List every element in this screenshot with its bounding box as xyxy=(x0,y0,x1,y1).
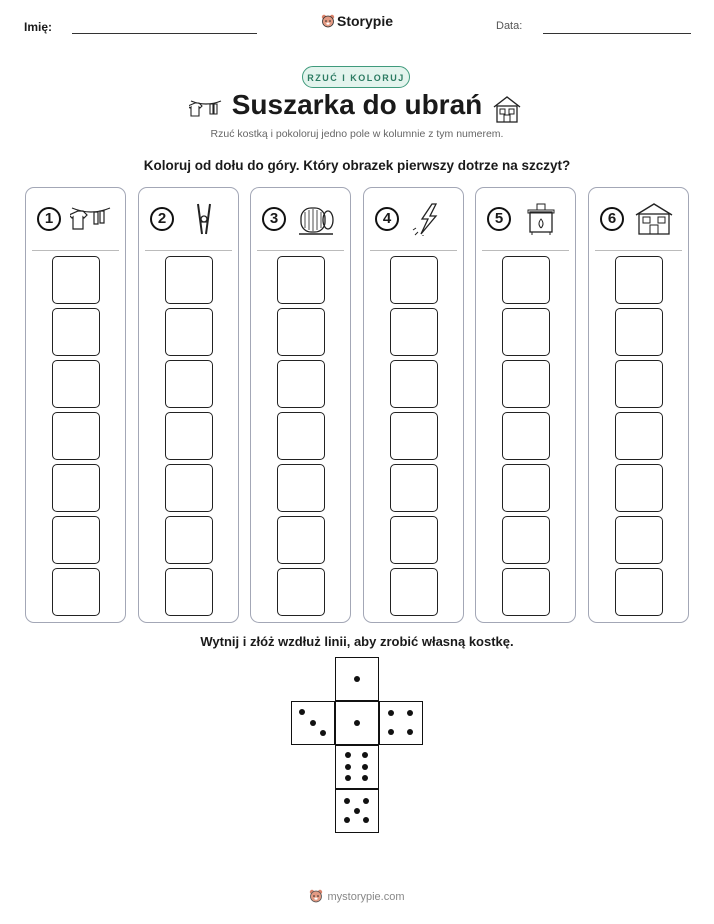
dice-pip xyxy=(299,709,305,715)
instruction-text: Koloruj od dołu do góry. Który obrazek pierwszy dotrze na szczyt? xyxy=(143,158,571,173)
color-cell[interactable] xyxy=(165,516,213,564)
dice-face-3 xyxy=(291,701,335,745)
column-divider xyxy=(32,250,119,251)
color-cell[interactable] xyxy=(502,256,550,304)
dice-pip xyxy=(345,775,351,781)
dice-pip xyxy=(310,720,316,726)
dice-pip xyxy=(354,808,360,814)
brand xyxy=(0,13,714,29)
dice-pip xyxy=(345,752,351,758)
color-cell[interactable] xyxy=(615,256,663,304)
column-number: 1 xyxy=(37,207,61,231)
color-cell[interactable] xyxy=(615,308,663,356)
color-cell[interactable] xyxy=(277,256,325,304)
column-divider xyxy=(482,250,569,251)
washing-drum-icon xyxy=(295,202,337,236)
dice-face-1 xyxy=(335,657,379,701)
color-cell[interactable] xyxy=(52,308,100,356)
color-cell[interactable] xyxy=(52,360,100,408)
color-cell[interactable] xyxy=(615,568,663,616)
dice-pip xyxy=(407,729,413,735)
footer-url: mystorypie.com xyxy=(327,891,405,903)
dice-pip xyxy=(344,817,350,823)
color-cell[interactable] xyxy=(390,308,438,356)
dice-face-6 xyxy=(335,745,379,789)
dice-pip xyxy=(354,720,360,726)
color-cell[interactable] xyxy=(52,464,100,512)
column-divider xyxy=(595,250,682,251)
color-cell[interactable] xyxy=(390,256,438,304)
bear-logo-icon xyxy=(321,14,335,28)
bear-logo-icon xyxy=(309,889,323,903)
color-cell[interactable] xyxy=(52,516,100,564)
color-cell[interactable] xyxy=(165,568,213,616)
date-label: Data: xyxy=(496,20,523,32)
color-cell[interactable] xyxy=(502,568,550,616)
dice-pip xyxy=(407,710,413,716)
dice-pip xyxy=(388,729,394,735)
color-cell[interactable] xyxy=(165,360,213,408)
color-cell[interactable] xyxy=(502,360,550,408)
column-divider xyxy=(257,250,344,251)
color-cell[interactable] xyxy=(615,516,663,564)
color-cell[interactable] xyxy=(502,516,550,564)
dice-face-5 xyxy=(335,789,379,833)
column-5 xyxy=(475,187,576,623)
house-icon xyxy=(633,202,675,236)
dice-pip xyxy=(344,798,350,804)
column-number: 3 xyxy=(262,207,286,231)
dice-pip xyxy=(362,775,368,781)
dice-face-1 xyxy=(335,701,379,745)
color-cell[interactable] xyxy=(502,308,550,356)
footer xyxy=(0,889,714,903)
activity-badge: RZUĆ I KOLORUJ xyxy=(302,66,410,88)
dice-pip xyxy=(320,730,326,736)
column-1 xyxy=(25,187,126,623)
color-cell[interactable] xyxy=(52,568,100,616)
color-cell[interactable] xyxy=(390,464,438,512)
color-cell[interactable] xyxy=(277,516,325,564)
column-2 xyxy=(138,187,239,623)
clothespin-icon xyxy=(183,202,225,236)
dice-pip xyxy=(345,764,351,770)
dice-face-4 xyxy=(379,701,423,745)
laundry-line-icon xyxy=(70,202,112,236)
column-3 xyxy=(250,187,351,623)
color-cell[interactable] xyxy=(615,360,663,408)
color-cell[interactable] xyxy=(390,360,438,408)
lightning-icon xyxy=(408,202,450,236)
column-number: 2 xyxy=(150,207,174,231)
color-cell[interactable] xyxy=(277,412,325,460)
dice-pip xyxy=(388,710,394,716)
house-icon xyxy=(492,95,522,123)
color-cell[interactable] xyxy=(277,308,325,356)
page-title: Suszarka do ubrań xyxy=(231,89,483,120)
date-input-line[interactable] xyxy=(543,33,691,34)
dice-pip xyxy=(363,817,369,823)
color-cell[interactable] xyxy=(390,516,438,564)
color-cell[interactable] xyxy=(52,256,100,304)
color-cell[interactable] xyxy=(165,464,213,512)
color-cell[interactable] xyxy=(277,464,325,512)
column-number: 6 xyxy=(600,207,624,231)
color-cell[interactable] xyxy=(615,412,663,460)
color-cell[interactable] xyxy=(502,412,550,460)
name-input-line[interactable] xyxy=(72,33,257,34)
color-cell[interactable] xyxy=(165,308,213,356)
column-6 xyxy=(588,187,689,623)
color-cell[interactable] xyxy=(277,360,325,408)
column-number: 4 xyxy=(375,207,399,231)
color-cell[interactable] xyxy=(165,412,213,460)
page-subtitle: Rzuć kostką i pokoloruj jedno pole w kolumnie z tym numerem. xyxy=(210,128,504,140)
color-cell[interactable] xyxy=(277,568,325,616)
dice-pip xyxy=(363,798,369,804)
column-divider xyxy=(370,250,457,251)
dice-pip xyxy=(362,752,368,758)
name-label: Imię: xyxy=(24,20,53,34)
column-divider xyxy=(145,250,232,251)
stove-icon xyxy=(520,202,562,236)
column-number: 5 xyxy=(487,207,511,231)
dice-pip xyxy=(362,764,368,770)
color-cell[interactable] xyxy=(52,412,100,460)
dice-pip xyxy=(354,676,360,682)
color-cell[interactable] xyxy=(390,412,438,460)
column-4 xyxy=(363,187,464,623)
color-cell[interactable] xyxy=(502,464,550,512)
color-cell[interactable] xyxy=(390,568,438,616)
color-cell[interactable] xyxy=(615,464,663,512)
color-cell[interactable] xyxy=(165,256,213,304)
cut-instruction: Wytnij i złóż wzdłuż linii, aby zrobić własną kostkę. xyxy=(200,634,514,649)
brand-name: Storypie xyxy=(336,13,393,29)
